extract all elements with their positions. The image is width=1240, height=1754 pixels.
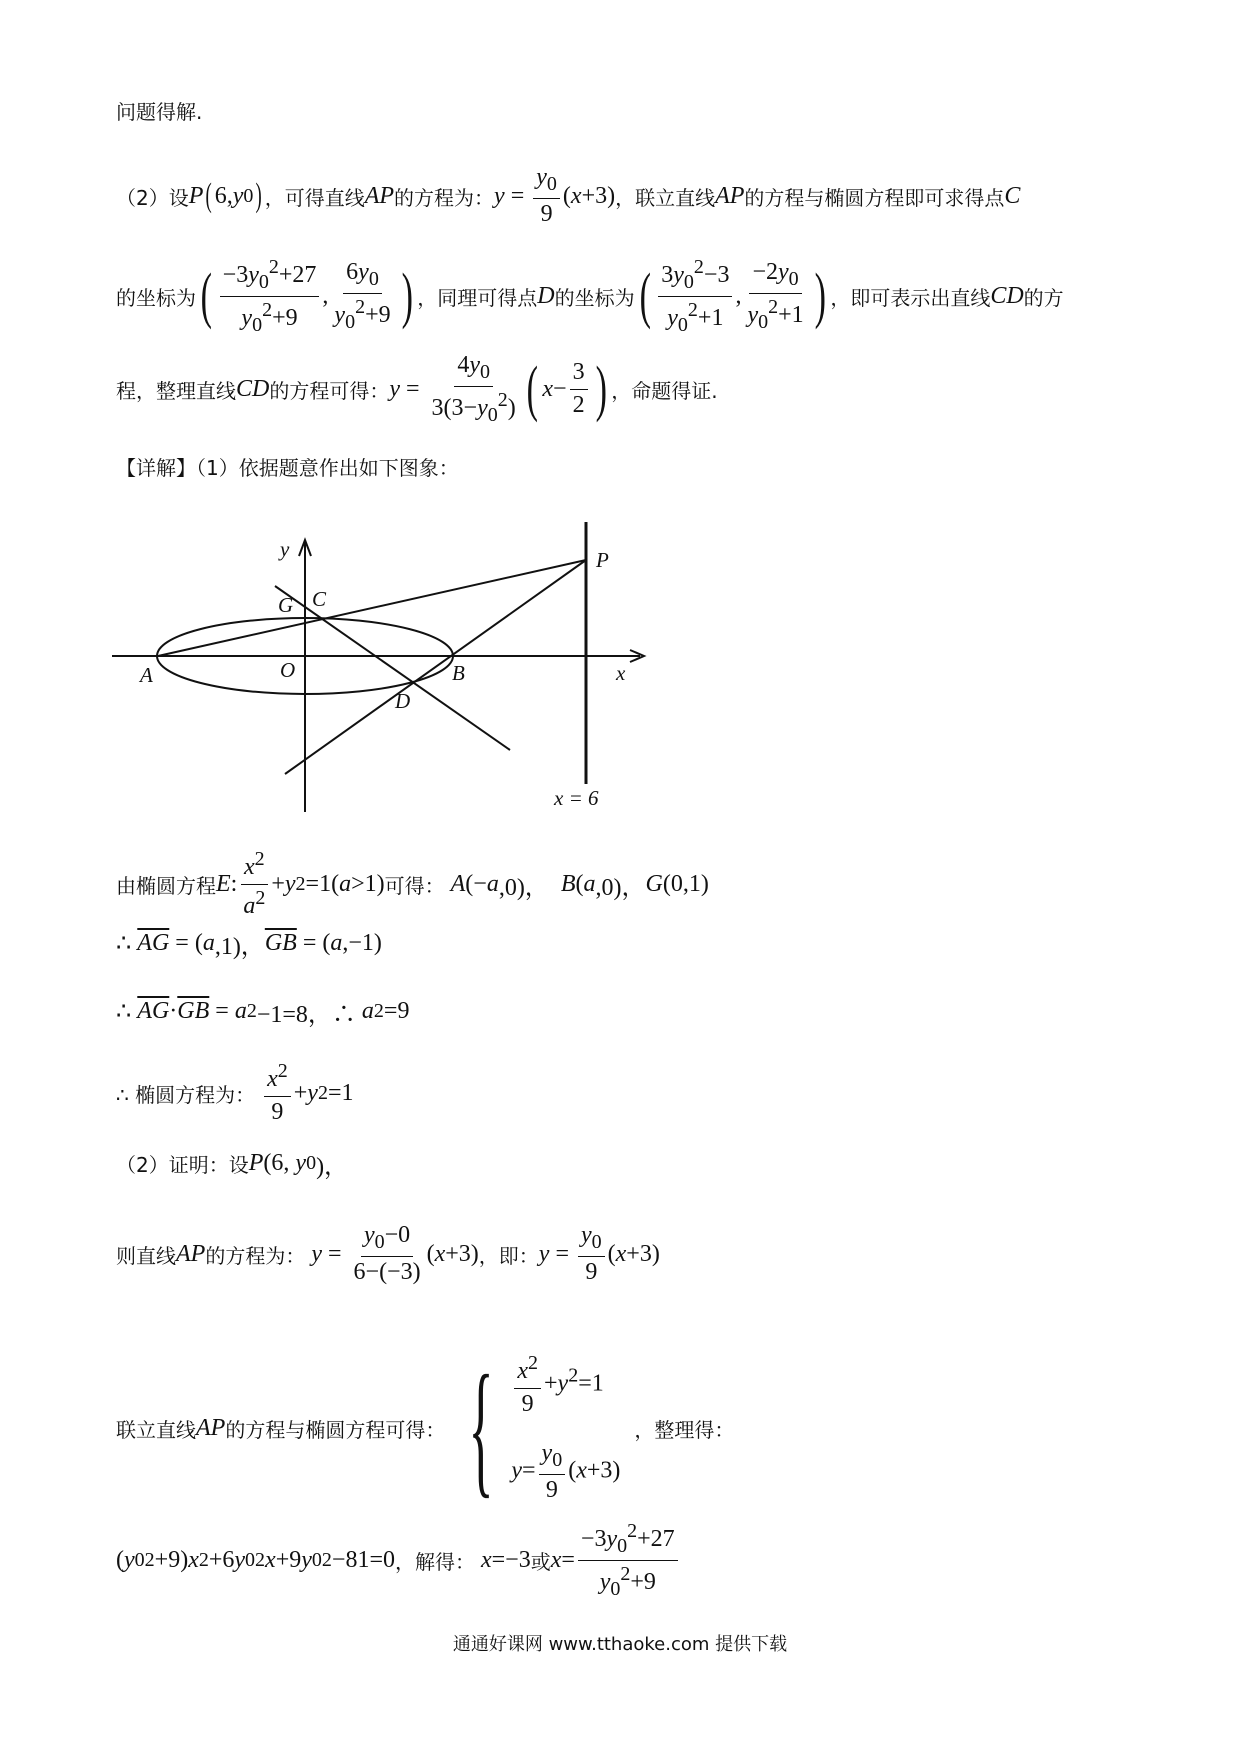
label-p: P — [596, 548, 609, 572]
line-gd — [275, 586, 510, 750]
formula-vectors: ∴ $\overline{AG}$ = ( a ,1)， $\overline{GB}$ = ( a ,−1) — [116, 930, 382, 960]
label-a: A — [140, 663, 153, 687]
label-y: y — [280, 537, 290, 561]
text-line-9: ∴ 椭圆方程为： $\frac{x^2}{9}$ + y 2 =1 — [116, 1060, 354, 1125]
text-line-4: 程，整理直线 CD 的方程可得： y = $\frac{4y_0}{3(3-y_0^2)}$ ( x − $\frac{3}{2}$ ) ，命题得证. — [116, 352, 718, 426]
formula-p: P ( 6, y 0 ) — [188, 177, 263, 215]
formula-dot-product: ∴ $\overline{AG}$ · $\overline{GB}$ = a 2 −1=8，∴ a 2 =9 — [116, 998, 410, 1028]
label-x6: x = 6 — [554, 786, 599, 810]
label-d: D — [395, 689, 411, 713]
text-line-6: 由椭圆方程 E : $\frac{x^2}{a^2}$ + y 2 =1( a >1) 可得： A (− a ,0)， B ( a ,0)， G (0,1) — [116, 848, 709, 919]
formula-c-coords: ( $\frac{-3y_0^2+27}{y_0^2+9}$ , $\frac{6y_0}{y_0^2+9}$ ) — [200, 256, 413, 336]
text-line-3: 的坐标为 ( $\frac{-3y_0^2+27}{y_0^2+9}$ , $\frac{6y_0}{y_0^2+9}$ ) ，同理可得点 D 的坐标为 ( $\frac{3y_0^2-3}{y_0^2+1}$ , $\frac{-2y_0}{y_0^2+1}$ ) ，即可表示出直线 CD 的方 — [116, 256, 1064, 336]
footer-text: 通通好课网 www.tthaoke.com 提供下载 — [452, 1634, 788, 1655]
label-b: B — [452, 661, 465, 685]
formula-cd: y = $\frac{4y_0}{3(3-y_0^2)}$ ( x − $\frac{3}{2}$ ) — [389, 352, 607, 426]
formula-root: x = $\frac{-3y_0^2+27}{y_0^2+9}$ — [551, 1520, 681, 1601]
label-c: C — [312, 587, 327, 611]
formula-ap-slope: y = $\frac{y_0-0}{6-(-3)}$ ( x +3) — [311, 1222, 479, 1285]
line-bp — [285, 560, 586, 774]
formula-d-coords: ( $\frac{3y_0^2-3}{y_0^2+1}$ , $\frac{-2y_0}{y_0^2+1}$ ) — [639, 256, 826, 336]
text-line-5: 【详解】（1）依据题意作出如下图象： — [116, 456, 459, 480]
text-line-10: （2）证明：设 P (6, y 0 )， — [116, 1150, 349, 1180]
formula-quadratic: ( y 0 2 +9) x 2 +6 y 0 2 x +9 y 0 2 −81=0 — [116, 1546, 395, 1573]
text-line-1: 问题得解. — [116, 100, 203, 124]
label-x: x — [616, 661, 626, 685]
text-line-11: 则直线 AP 的方程为： y = $\frac{y_0-0}{6-(-3)}$ ( x +3) ，即： y = $\frac{y_0}{9}$ ( x +3) — [116, 1222, 660, 1285]
formula-ellipse-result: $\frac{x^2}{9}$ + y 2 =1 — [255, 1060, 353, 1126]
text-line-7 — [116, 926, 382, 961]
text-line-8 — [116, 994, 409, 1029]
label-o: O — [280, 658, 296, 682]
formula-points: A (− a ,0)， B ( a ,0)， G (0,1) — [450, 870, 709, 901]
ellipse-diagram — [100, 512, 680, 812]
formula-ap: y = $\frac{y_0}{9}$ ( x +3) — [494, 164, 616, 227]
text-line-12: 联立直线 AP 的方程与椭圆方程可得： { $\frac{x^2}{9}$ $+y^2=1$ y= $\frac{y_0}{9}$ (x+3) ，整理得： — [116, 1345, 735, 1512]
formula-ellipse-e: E : $\frac{x^2}{a^2}$ + y 2 =1( a >1) — [216, 848, 385, 919]
label-g: G — [278, 593, 294, 617]
line-ap — [158, 560, 586, 656]
equation-system: { $\frac{x^2}{9}$ $+y^2=1$ y= $\frac{y_0}{9}$ (x+3) — [468, 1345, 621, 1512]
formula-ap-simplified: y = $\frac{y_0}{9}$ ( x +3) — [538, 1222, 660, 1285]
text-line-13: ( y 0 2 +9) x 2 +6 y 0 2 x +9 y 0 2 −81=0 ，解得： x =−3 或 x = $\frac{-3y_0^2+27}{y_0^2+9}$ — [116, 1520, 681, 1601]
text-line-2: （2）设 P ( 6, y 0 ) ，可得直线 AP 的方程为： y = $\frac{y_0}{9}$ ( x +3) ，联立直线 AP 的方程与椭圆方程即可求得点 C — [116, 164, 1021, 227]
